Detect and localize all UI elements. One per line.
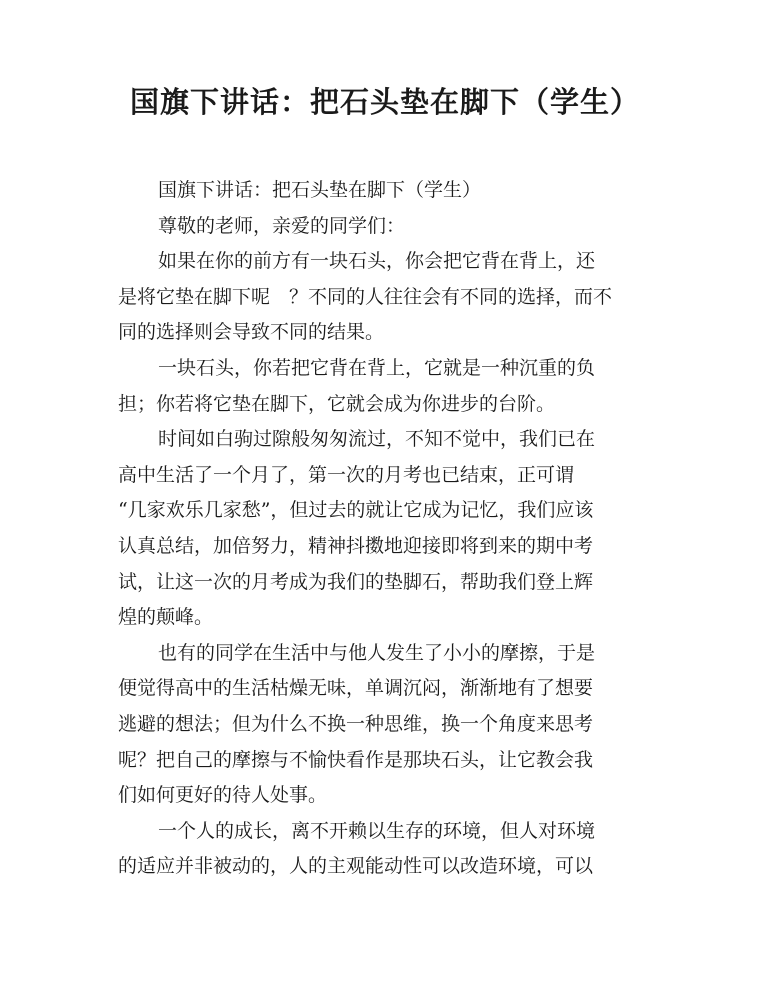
text-line: 是将它垫在脚下呢 ？不同的人往往会有不同的选择，而不 [118, 285, 613, 308]
text-line: 认真总结，加倍努力，精神抖擞地迎接即将到来的期中考 [118, 534, 594, 557]
text-line: 呢？把自己的摩擦与不愉快看作是那块石头，让它教会我 [118, 748, 594, 771]
document-title: 国旗下讲话：把石头垫在脚下（学生） [129, 85, 640, 119]
text-line: 煌的颠峰。 [118, 606, 214, 629]
text-line: 们如何更好的待人处事。 [118, 784, 328, 807]
text-line: 一个人的成长，离不开赖以生存的环境，但人对环境 [158, 819, 596, 842]
text-line: 担；你若将它垫在脚下，它就会成为你进步的台阶。 [118, 392, 556, 415]
text-line: 逃避的想法；但为什么不换一种思维，换一个角度来思考 [118, 712, 594, 735]
text-line: 时间如白驹过隙般匆匆流过，不知不觉中，我们已在 [158, 428, 596, 451]
text-line: 便觉得高中的生活枯燥无味，单调沉闷，渐渐地有了想要 [118, 677, 594, 700]
text-line: 一块石头，你若把它背在背上，它就是一种沉重的负 [158, 356, 596, 379]
text-line: 如果在你的前方有一块石头，你会把它背在背上，还 [158, 250, 596, 273]
text-line: 高中生活了一个月了，第一次的月考也已结束，正可谓 [118, 463, 575, 486]
text-line: 的适应并非被动的，人的主观能动性可以改造环境，可以 [118, 855, 594, 878]
text-line: 国旗下讲话：把石头垫在脚下（学生） [158, 179, 482, 201]
text-line: 尊敬的老师，亲爱的同学们： [158, 214, 406, 237]
text-line: 试，让这一次的月考成为我们的垫脚石，帮助我们登上辉 [118, 570, 594, 593]
text-line: 同的选择则会导致不同的结果。 [118, 321, 385, 344]
text-line: 也有的同学在生活中与他人发生了小小的摩擦，于是 [158, 641, 596, 664]
document-body [118, 173, 658, 885]
text-line: “几家欢乐几家愁”，但过去的就让它成为记忆，我们应该 [118, 499, 594, 522]
